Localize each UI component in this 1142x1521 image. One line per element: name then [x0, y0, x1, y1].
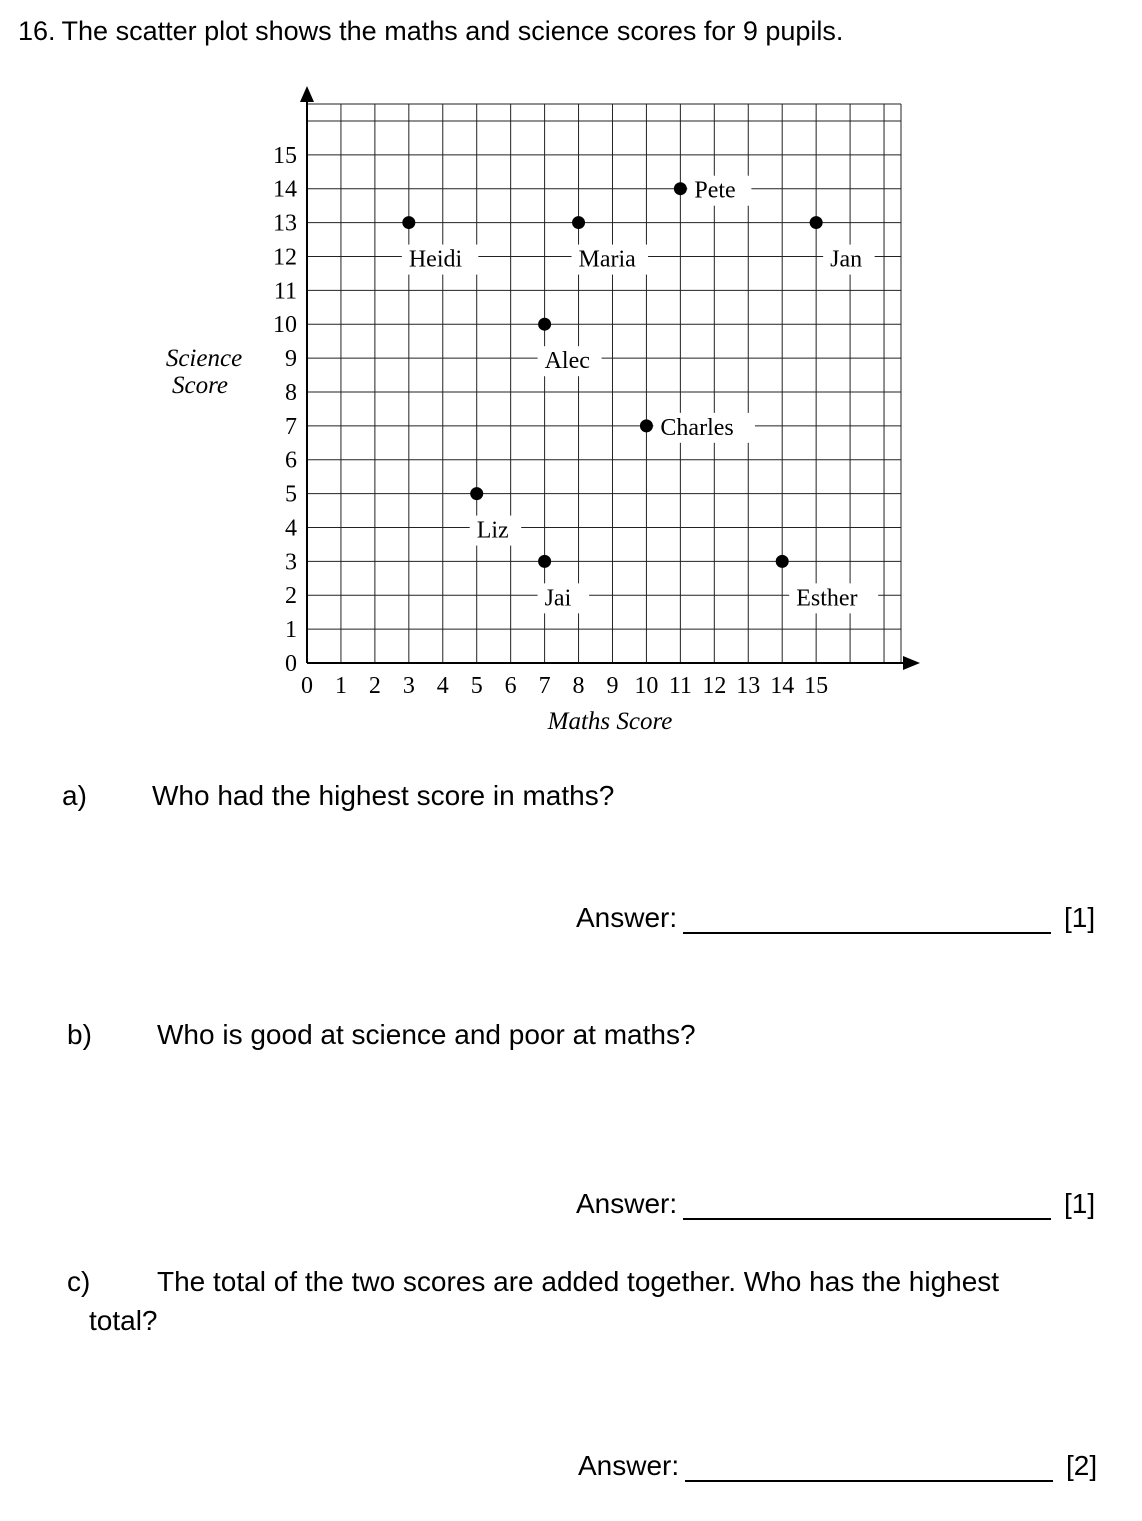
x-tick-label: 14: [770, 673, 795, 699]
y-tick-label: 9: [285, 346, 297, 373]
answer-c: [578, 1450, 1053, 1482]
x-tick-label: 0: [301, 673, 313, 699]
data-point: [640, 419, 653, 432]
x-tick-label: 2: [368, 673, 381, 699]
part-a-letter: a): [62, 780, 87, 811]
data-label: Jai: [544, 585, 572, 612]
x-tick-label: 15: [804, 673, 829, 699]
answer-a-field[interactable]: [683, 904, 1051, 934]
chart-axes: [300, 86, 920, 670]
x-axis-arrow: [903, 656, 920, 670]
data-point: [810, 216, 823, 229]
y-tick-label: 2: [285, 583, 297, 610]
part-b: [67, 1019, 696, 1051]
part-a-question: Who had the highest score in maths?: [152, 780, 615, 811]
x-tick-label: 4: [436, 673, 449, 699]
answer-c-field[interactable]: [685, 1452, 1053, 1482]
part-a: [62, 780, 615, 812]
data-point: [538, 555, 551, 568]
y-tick-label: 8: [285, 379, 297, 406]
data-label: Jan: [830, 246, 863, 273]
answer-a: [576, 902, 1051, 934]
data-label: Liz: [476, 517, 509, 544]
question-text: The scatter plot shows the maths and science scores for 9 pupils.: [61, 16, 844, 46]
part-c-letter: c): [67, 1266, 91, 1297]
data-point: [470, 487, 483, 500]
answer-b-label: Answer:: [576, 1188, 678, 1219]
data-label: Heidi: [408, 246, 463, 273]
answer-a-label: Answer:: [576, 902, 678, 933]
y-tick-label: 15: [273, 142, 297, 169]
data-label: Pete: [694, 177, 736, 204]
data-label: Esther: [796, 585, 858, 612]
y-tick-label: 14: [273, 176, 297, 203]
x-tick-label: 3: [402, 673, 415, 699]
part-c-question-line1: The total of the two scores are added together. Who has the highest: [157, 1266, 1000, 1297]
part-c: [67, 1266, 1000, 1298]
y-axis-label-line2: Score: [172, 372, 228, 399]
marks-b: [1]: [1064, 1188, 1096, 1219]
data-label: Alec: [544, 348, 590, 375]
x-tick-label: 13: [736, 673, 761, 699]
answer-c-label: Answer:: [578, 1450, 680, 1481]
marks-c: [2]: [1066, 1450, 1098, 1481]
y-tick-label: 11: [273, 278, 297, 305]
x-tick-label: 7: [538, 673, 551, 699]
chart-grid: [307, 104, 901, 663]
y-axis-label-line1: Science: [165, 345, 243, 372]
part-b-question: Who is good at science and poor at maths?: [157, 1019, 696, 1050]
y-tick-label: 3: [285, 549, 297, 576]
data-point: [776, 555, 789, 568]
data-point: [674, 182, 687, 195]
part-b-letter: b): [67, 1019, 92, 1050]
data-point: [402, 216, 415, 229]
x-tick-label: 1: [334, 673, 347, 699]
y-tick-label: 0: [285, 651, 297, 677]
chart-points: [402, 176, 878, 614]
y-tick-label: 6: [285, 447, 297, 474]
scatter-chart: [0, 0, 1142, 760]
marks-a: [1]: [1064, 902, 1096, 933]
answer-b-field[interactable]: [683, 1190, 1051, 1220]
y-tick-label: 4: [285, 515, 297, 542]
x-tick-label: 8: [572, 673, 585, 699]
y-tick-label: 5: [285, 481, 297, 508]
x-tick-label: 11: [668, 673, 692, 699]
x-tick-label: 10: [634, 673, 659, 699]
y-tick-label: 13: [273, 210, 297, 237]
y-tick-label: 7: [285, 413, 297, 440]
x-tick-label: 5: [470, 673, 483, 699]
data-label: Maria: [578, 246, 636, 273]
part-c-question-line2: total?: [89, 1305, 158, 1336]
y-tick-label: 10: [273, 312, 297, 339]
data-point: [572, 216, 585, 229]
data-point: [538, 318, 551, 331]
question-number: 16.: [18, 16, 56, 46]
x-tick-label: 6: [504, 673, 517, 699]
x-tick-label: 9: [606, 673, 619, 699]
x-tick-label: 12: [702, 673, 727, 699]
y-tick-label: 12: [273, 244, 297, 271]
x-axis-label: Maths Score: [547, 708, 673, 735]
answer-b: [576, 1188, 1051, 1220]
y-axis-arrow: [300, 86, 314, 102]
data-label: Charles: [660, 414, 734, 441]
y-tick-label: 1: [285, 617, 297, 644]
